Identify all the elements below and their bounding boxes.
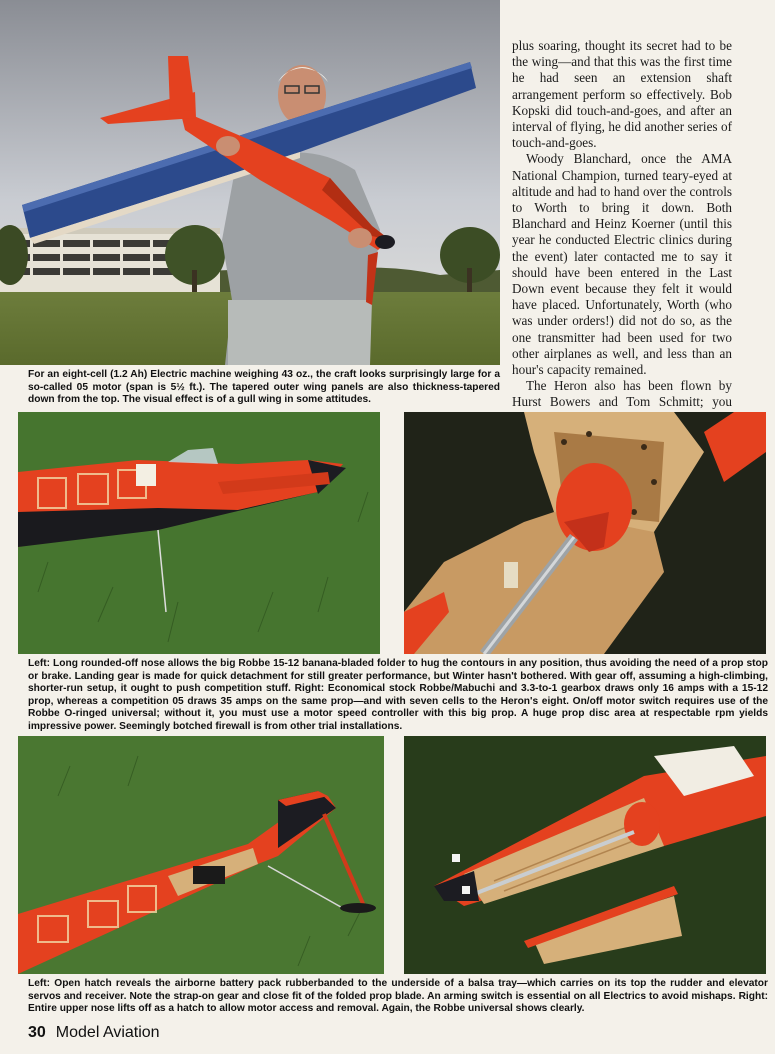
photo-pilot-holding-plane: [0, 0, 500, 365]
magazine-name: Model Aviation: [55, 1024, 160, 1041]
article-paragraph: The Heron also has been flown by Hurst Bowers and Tom Schmitt; you: [512, 378, 732, 410]
caption-bottom: Left: Open hatch reveals the airborne battery pack rubberbanded to the underside of a balsa tray—which carries on its top the rudder and elevator servos and receiver. Note the strap-on gear and close fit of the folded prop blade. An arming switch is essential on all Electrics to avoid mishaps. Right: Entire upper nose lifts off as a hatch to allow motor access and removal. Again, the Robbe universal shows clearly.: [28, 978, 768, 1015]
photo-motor-gearbox: [404, 412, 766, 654]
caption-middle: Left: Long rounded-off nose allows the big Robbe 15-12 banana-bladed folder to hug the contours in any position, thus avoiding the need of a prop stop or brake. Landing gear is made for quick detachment for still greater performance, but Winter hasn't bothered. With gear off, assuming a high-climbing, shorter-run setup, it ought to push competition stuff. Right: Economical stock Robbe/Mabuchi and 3.3-to-1 gearbox draws only 16 amps with a 15-12 prop, whereas a competition 05 draws 35 amps on the same prop—and with seven cells to the Heron's eight. On/off motor switch requires use of the Robbe O-ringed universal; without it, you must use a motor speed controller with this big prop. A huge prop disc area at respectable rpm yields impressive power. Seemingly botched firewall is from other trial installations.: [28, 658, 768, 732]
caption-top: For an eight-cell (1.2 Ah) Electric machine weighing 43 oz., the craft looks surprisingly large for a so-called 05 motor (span is 5½ ft.). The tapered outer wing panels are also thickness-tapered down from the top. The visual effect is of a gull wing in some attitudes.: [28, 369, 500, 406]
photo-nose-and-landing-gear: [18, 412, 380, 654]
page-footer: [28, 1024, 160, 1042]
page-number: 30: [28, 1024, 46, 1041]
photo-open-hatch-battery: [18, 736, 384, 974]
article-paragraph: plus soaring, thought its secret had to be the wing—and that this was the first time he had seen an extension shaft arrangement perform so effectively. Bob Kopski did touch-and-goes, and after an interval of flying, he did another series of touch-and-goes.: [512, 38, 732, 151]
article-paragraph: Woody Blanchard, once the AMA National Champion, turned teary-eyed at altitude and had to hand over the controls to Worth to bring it down. Both Blanchard and Heinz Koerner (until this year he conducted Electric clinics during the event) later contacted me to say it should have been entered in the Last Down event because they felt it would have placed. Unfortunately, Worth (who was under orders!) did not do so, as the one transmitter had been used for two other airplanes as well, and less than an hour's capacity remained.: [512, 151, 732, 378]
photo-nose-hatch-removed: [404, 736, 766, 974]
